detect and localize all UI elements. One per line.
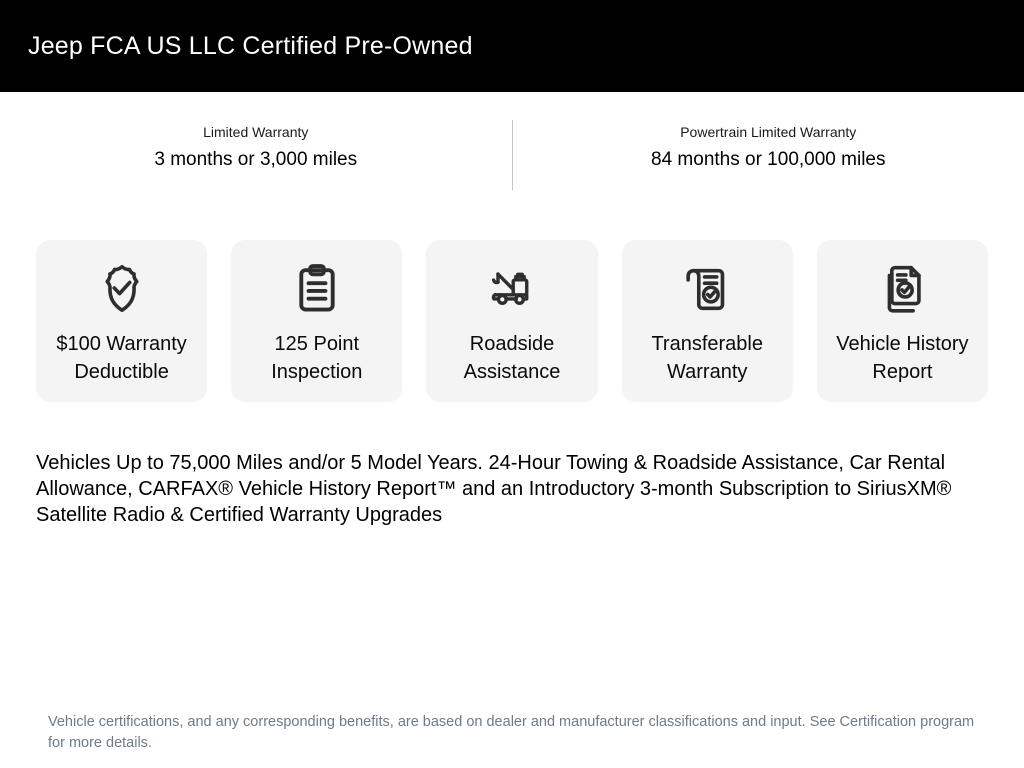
limited-warranty-label: Limited Warranty [203, 124, 309, 140]
receipt-check-icon [678, 260, 736, 318]
powertrain-warranty-value: 84 months or 100,000 miles [651, 149, 886, 170]
benefit-card-warranty-deductible [36, 240, 207, 402]
limited-warranty-column [0, 120, 512, 190]
benefit-card-label: Transferable Warranty [651, 333, 763, 383]
powertrain-warranty-label: Powertrain Limited Warranty [680, 124, 857, 140]
benefit-card-label: Vehicle History Report [836, 333, 969, 383]
certification-disclaimer: Vehicle certifications, and any corresponding benefits, are based on dealer and manufacturer classifications and input. See Certification program for more details. [48, 714, 975, 751]
limited-warranty-value: 3 months or 3,000 miles [154, 149, 358, 170]
warranty-summary [0, 120, 1024, 190]
program-description: Vehicles Up to 75,000 Miles and/or 5 Model Years. 24-Hour Towing & Roadside Assistance, Car Rental Allowance, CARFAX® Vehicle History Report™ and an Introductory 3-month Subscription to SiriusXM® Satellite Radio & Certified Warranty Upgrades [36, 452, 952, 526]
benefit-card-point-inspection [231, 240, 402, 402]
shield-check-icon [93, 260, 151, 318]
benefit-card-vehicle-history [817, 240, 988, 402]
page-title: Jeep FCA US LLC Certified Pre-Owned [28, 31, 473, 60]
tow-truck-icon [483, 260, 541, 318]
benefit-card-transferable-warranty [622, 240, 793, 402]
powertrain-warranty-column [513, 120, 1024, 190]
benefit-card-label: Roadside Assistance [463, 333, 561, 383]
benefit-cards [36, 240, 988, 402]
benefit-card-roadside-assistance [426, 240, 597, 402]
documents-check-icon [873, 260, 931, 318]
header-bar [0, 0, 1024, 92]
clipboard-icon [288, 260, 346, 318]
benefit-card-label: 125 Point Inspection [271, 333, 363, 383]
benefit-card-label: $100 Warranty Deductible [56, 333, 187, 383]
